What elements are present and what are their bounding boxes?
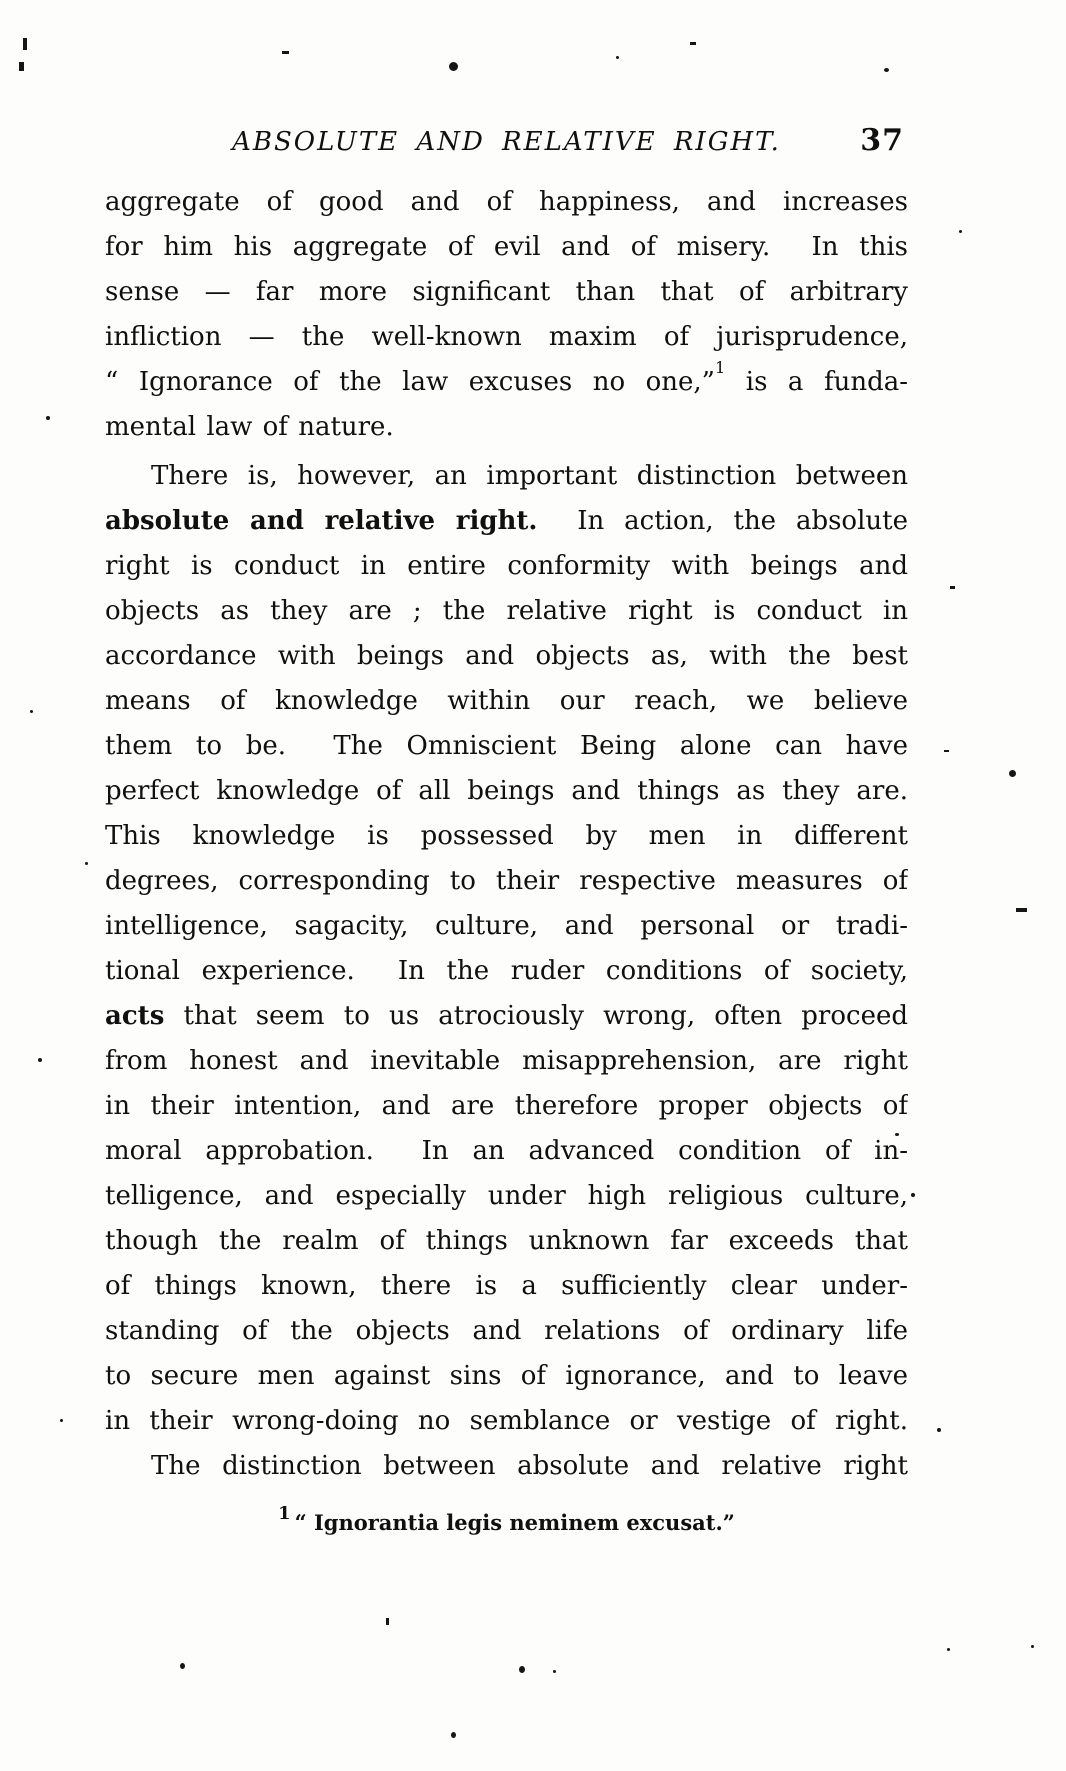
text-segment: The distinction between absolute and relative right [151, 1451, 908, 1481]
scan-speck [23, 38, 27, 50]
scan-speck [1016, 908, 1027, 912]
scan-speck [1009, 770, 1016, 777]
text-line [105, 454, 908, 499]
text-line [105, 1129, 908, 1174]
text-line [105, 1039, 908, 1084]
text-segment: moral approbation. In an advanced condition of in- [105, 1136, 908, 1166]
footnote [105, 1502, 908, 1535]
text-line [105, 1084, 908, 1129]
text-segment: aggregate of good and of happiness, and increases [105, 187, 908, 217]
scan-speck [616, 56, 619, 59]
text-line [105, 1309, 908, 1354]
text-line [105, 544, 908, 589]
footnote-text: “ Ignorantia legis neminem excusat.” [294, 1510, 735, 1535]
text-line [105, 679, 908, 724]
text-line [105, 589, 908, 634]
text-segment: in their intention, and are therefore proper objects of [105, 1091, 908, 1121]
text-line [105, 405, 908, 450]
text-segment: There is, however, an important distinction between [151, 461, 908, 491]
text-line [105, 360, 908, 405]
scan-speck [449, 62, 458, 71]
scan-speck [947, 1648, 950, 1651]
scan-speck [1031, 1645, 1034, 1648]
text-line [105, 904, 908, 949]
scan-speck [950, 586, 955, 589]
scan-speck [386, 1618, 389, 1625]
text-line [105, 859, 908, 904]
text-segment: in their wrong-doing no semblance or vestige of right. [105, 1406, 908, 1436]
text-segment: that seem to us atrociously wrong, often proceed [164, 1001, 908, 1031]
scan-speck [38, 1058, 42, 1062]
scan-speck [937, 1428, 941, 1432]
scan-speck [944, 750, 949, 752]
text-segment: is a funda- [725, 367, 908, 397]
text-line [105, 180, 908, 225]
scan-speck [959, 230, 962, 233]
scan-speck [519, 1666, 525, 1673]
text-line [105, 1444, 908, 1489]
scan-speck [19, 62, 24, 71]
text-segment: infliction — the well-known maxim of jurisprudence, [105, 322, 908, 352]
text-segment: intelligence, sagacity, culture, and personal or tradi- [105, 911, 908, 941]
text-line [105, 225, 908, 270]
text-line [105, 949, 908, 994]
scan-speck [30, 710, 33, 713]
text-segment: mental law of nature. [105, 412, 394, 442]
text-segment: them to be. The Omniscient Being alone can have [105, 731, 908, 761]
scan-speck [85, 862, 88, 865]
text-line [105, 499, 908, 544]
text-segment: acts [105, 1001, 165, 1031]
footnote-marker: 1 [278, 1502, 291, 1524]
footnote-reference: 1 [714, 360, 726, 378]
text-segment: In action, the absolute [537, 506, 908, 536]
text-segment: of things known, there is a sufficiently clear under- [105, 1271, 908, 1301]
text-segment: objects as they are ; the relative right is conduct in [105, 596, 908, 626]
text-line [105, 1219, 908, 1264]
text-line [105, 1174, 908, 1219]
scan-speck [911, 1193, 915, 1197]
text-segment: degrees, corresponding to their respective measures of [105, 866, 908, 896]
text-line [105, 1399, 908, 1444]
text-line [105, 634, 908, 679]
text-line [105, 315, 908, 360]
running-head [105, 123, 908, 168]
text-line [105, 270, 908, 315]
text-segment: absolute and relative right. [105, 506, 538, 536]
text-segment: “ Ignorance of the law excuses no one,” [105, 367, 715, 397]
text-segment: tional experience. In the ruder conditions of society, [105, 956, 908, 986]
scan-speck [60, 1419, 63, 1422]
scan-speck [553, 1670, 556, 1673]
text-line [105, 769, 908, 814]
text-line [105, 814, 908, 859]
text-segment: accordance with beings and objects as, with the best [105, 641, 908, 671]
text-segment: telligence, and especially under high religious culture, [105, 1181, 908, 1211]
body-text [105, 180, 908, 1489]
text-line [105, 724, 908, 769]
text-segment: sense — far more significant than that of arbitrary [105, 277, 908, 307]
text-line [105, 994, 908, 1039]
text-segment: from honest and inevitable misapprehension, are right [105, 1046, 908, 1076]
scan-speck [180, 1663, 185, 1669]
scan-speck [282, 51, 289, 54]
text-line [105, 1354, 908, 1399]
page-number: 37 [860, 123, 904, 158]
text-segment: right is conduct in entire conformity with beings and [105, 551, 908, 581]
scan-speck [46, 416, 50, 420]
text-segment: This knowledge is possessed by men in different [105, 821, 908, 851]
text-segment: perfect knowledge of all beings and things as they are. [105, 776, 908, 806]
scan-speck [451, 1732, 456, 1738]
running-header-title: ABSOLUTE AND RELATIVE RIGHT. [232, 127, 781, 157]
scan-speck [884, 68, 889, 72]
text-segment: to secure men against sins of ignorance, and to leave [105, 1361, 908, 1391]
text-segment: standing of the objects and relations of ordinary life [105, 1316, 908, 1346]
text-segment: means of knowledge within our reach, we believe [105, 686, 908, 716]
scan-speck [895, 1133, 899, 1136]
scan-speck [690, 42, 696, 45]
text-line [105, 1264, 908, 1309]
text-segment: though the realm of things unknown far exceeds that [105, 1226, 908, 1256]
text-segment: for him his aggregate of evil and of misery. In this [105, 232, 908, 262]
